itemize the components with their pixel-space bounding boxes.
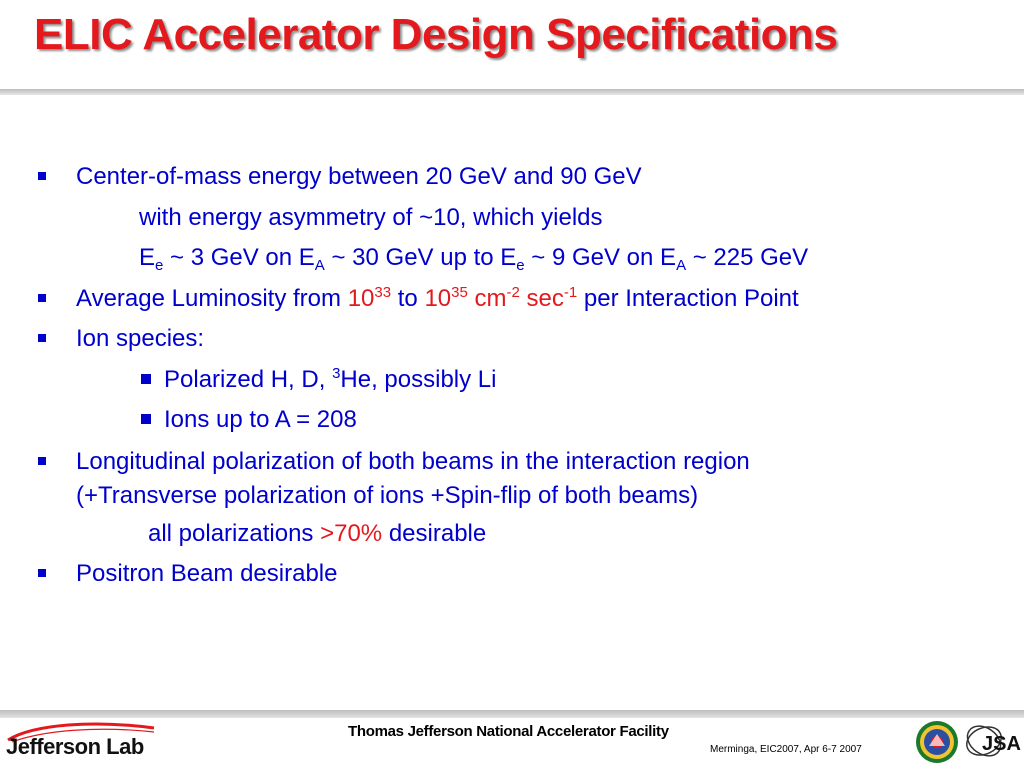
subscript-A: A (314, 257, 325, 274)
text-seg: to (391, 284, 425, 312)
subscript-e: e (155, 257, 164, 274)
sub-bullet-marker (141, 414, 151, 424)
text-seg: all polarizations (148, 519, 321, 547)
bullet-text: Positron Beam desirable (76, 560, 338, 587)
lum-exponent-high: 35 (451, 283, 468, 301)
subscript-A: A (676, 257, 687, 274)
bullet-marker (38, 334, 46, 342)
bullet-polarization-line2 (36, 478, 1006, 514)
sub-bullet-marker (141, 374, 151, 384)
text-seg: Average Luminosity from (76, 284, 348, 312)
footer-credit: Merminga, EIC2007, Apr 6-7 2007 (710, 744, 862, 755)
unit-cm: cm (467, 284, 507, 312)
jsa-logo (962, 719, 1022, 765)
subscript-e: e (516, 257, 525, 274)
sub-bullet-text: Ions up to A = 208 (164, 406, 357, 433)
text-seg: ~ 225 GeV (686, 244, 809, 271)
bullet-marker (38, 569, 46, 577)
bullet-energy-detail-1 (36, 198, 1006, 239)
sub-bullet-ions (36, 400, 1006, 441)
bullet-polarization (36, 441, 1006, 478)
text-seg: ~ 9 GeV on E (524, 244, 677, 271)
footer-divider (0, 710, 1024, 718)
bullet-text: (+Transverse polarization of ions +Spin-flip of both beams) (76, 481, 699, 509)
text-seg: desirable (382, 519, 487, 547)
footer-facility-name: Thomas Jefferson National Accelerator Facility (348, 723, 669, 740)
text-seg: He, possibly Li (340, 365, 497, 393)
bullet-text: Ion species: (76, 325, 205, 352)
bullet-marker (38, 294, 46, 302)
lum-value-low: 10 (347, 284, 375, 312)
slide-content (36, 157, 1006, 595)
bullet-ion-species (36, 319, 1006, 360)
bullet-energy-detail-2 (36, 238, 1006, 279)
unit-sec: sec (519, 284, 564, 312)
jefferson-lab-logo: Jefferson Lab (6, 734, 144, 759)
text-E: E (139, 244, 156, 271)
detail-text: with energy asymmetry of ~10, which yields (139, 203, 603, 231)
title-divider (0, 89, 1024, 95)
polarization-value: >70% (320, 519, 383, 547)
text-seg: Polarized H, D, (164, 365, 333, 393)
bullet-luminosity (36, 279, 1006, 320)
bullet-positron (36, 554, 1006, 595)
bullet-text: Center-of-mass energy between 20 GeV and 90 GeV (76, 163, 642, 190)
lum-value-high: 10 (424, 284, 452, 312)
bullet-polarization-detail (36, 514, 1006, 555)
unit-cm-exponent: -2 (506, 283, 520, 301)
lum-exponent-low: 33 (374, 283, 392, 301)
doe-seal-icon (915, 720, 959, 764)
bullet-marker (38, 457, 46, 465)
jsa-logo-text: JSA (982, 733, 1021, 755)
bullet-energy (36, 157, 1006, 198)
text-seg: per Interaction Point (577, 284, 799, 312)
slide-title: ELIC Accelerator Design Specifications (34, 10, 838, 59)
helium-superscript: 3 (332, 364, 341, 382)
unit-sec-exponent: -1 (563, 283, 578, 301)
sub-bullet-polarized (36, 360, 1006, 401)
text-seg: ~ 3 GeV on E (163, 244, 315, 271)
text-seg: ~ 30 GeV up to E (324, 244, 517, 271)
bullet-text: Longitudinal polarization of both beams in the interaction region (76, 447, 750, 475)
bullet-marker (38, 172, 46, 180)
